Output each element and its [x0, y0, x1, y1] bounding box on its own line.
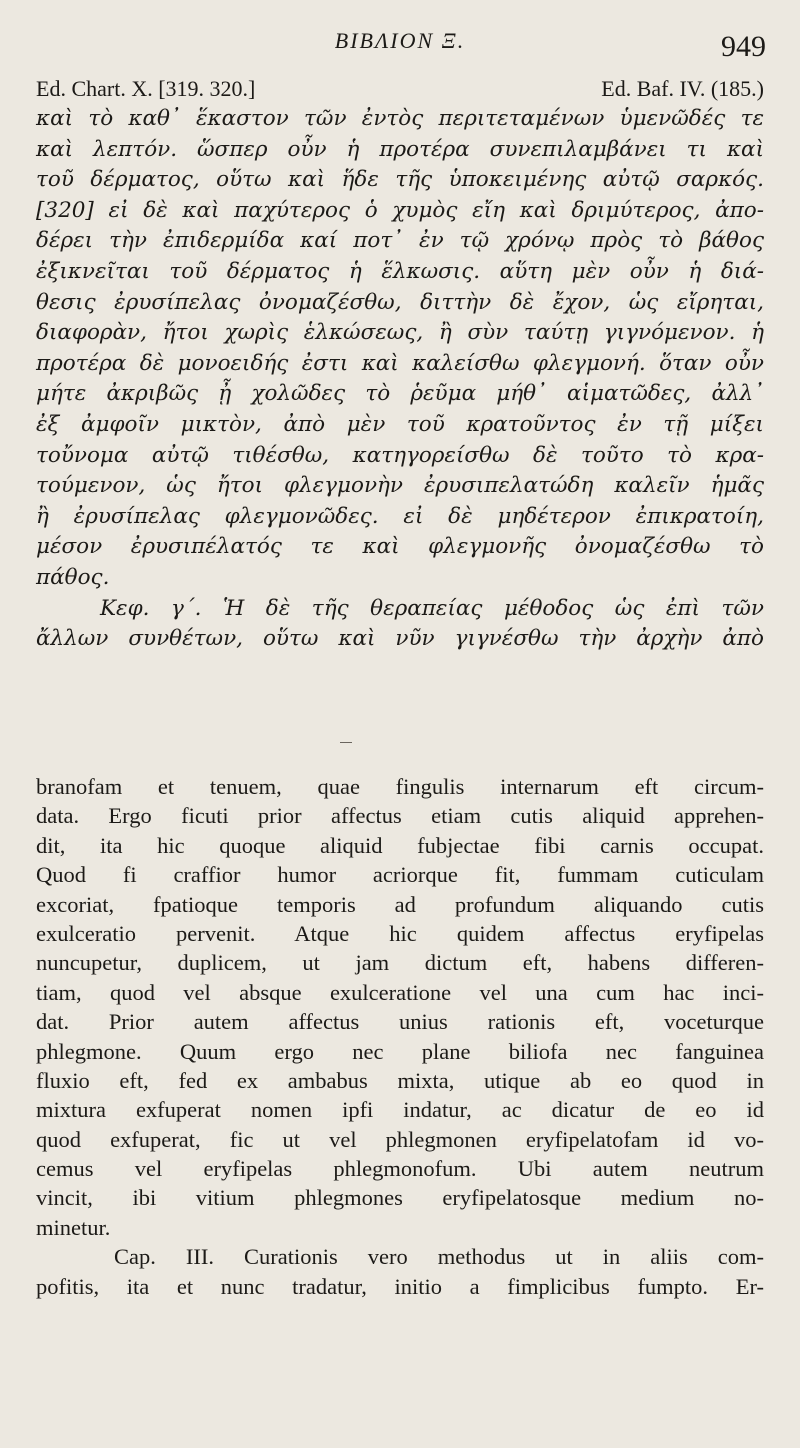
latin-line: quod exfuperat, fic ut vel phlegmonen eryfipelatofam id vo-: [36, 1126, 764, 1152]
greek-line: μήτε ἀκριβῶς ᾖ χολῶδες τὸ ῥεῦμα μήθ᾿ αἱματῶδες, ἀλλ᾿: [36, 381, 764, 407]
latin-line: exulceratio pervenit. Atque hic quidem affectus eryfipelas: [36, 920, 764, 946]
latin-line: vincit, ibi vitium phlegmones eryfipelatosque medium no-: [36, 1185, 764, 1211]
latin-line: tiam, quod vel absque exulceratione vel una cum hac inci-: [36, 979, 764, 1005]
greek-line: ἐξ ἀμφοῖν μικτὸν, ἀπὸ μὲν τοῦ κρατοῦντος ἐν τῇ μίξει: [36, 411, 764, 437]
greek-line: μέσον ἐρυσιπέλατός τε καὶ φλεγμονῆς ὀνομαζέσθω τὸ: [36, 534, 764, 560]
edition-reference-chartier: Ed. Chart. X. [319. 320.]: [36, 76, 256, 101]
greek-line: τούμενον, ὡς ἤτοι φλεγμονὴν ἐρυσιπελατώδη καλεῖν ἡμᾶς: [36, 473, 764, 499]
latin-line: dit, ita hic quoque aliquid fubjectae fibi carnis occupat.: [36, 832, 764, 858]
greek-line: θεσις ἐρυσίπελας ὀνομαζέσθω, διττὴν δὲ ἔχον, ὡς εἴρηται,: [36, 289, 764, 315]
page-number: 949: [721, 30, 766, 63]
greek-line: καὶ λεπτόν. ὥσπερ οὖν ἡ προτέρα συνεπιλαμβάνει τι καὶ: [36, 136, 764, 162]
greek-chapter-heading-line: Κεφ. γ΄. Ἡ δὲ τῆς θεραπείας μέθοδος ὡς ἐπὶ τῶν: [100, 595, 764, 621]
greek-line: διαφορὰν, ἤτοι χωρὶς ἑλκώσεως, ἢ σὺν ταύτῃ γιγνόμενον. ἡ: [36, 320, 764, 346]
latin-chapter-heading-line: Cap. III. Curationis vero methodus ut in aliis com-: [114, 1244, 764, 1270]
greek-line: ἢ ἐρυσίπελας φλεγμονῶδες. εἰ δὲ μηδέτερον ἐπικρατοίη,: [36, 503, 764, 529]
latin-line: fluxio eft, fed ex ambabus mixta, utique ab eo quod in: [36, 1067, 764, 1093]
latin-line: nuncupetur, duplicem, ut jam dictum eft, habens differen-: [36, 950, 764, 976]
latin-line: excoriat, fpatioque temporis ad profundum aliquando cutis: [36, 891, 764, 917]
latin-line: dat. Prior autem affectus unius rationis eft, voceturque: [36, 1009, 764, 1035]
greek-line: τοὔνομα αὐτῷ τιθέσθω, κατηγορείσθω δὲ τοῦτο τὸ κρα-: [36, 442, 764, 468]
greek-line: [320] εἰ δὲ καὶ παχύτερος ὁ χυμὸς εἴη καὶ δριμύτερος, ἀπο-: [36, 197, 764, 223]
greek-line: ἐξικνεῖται τοῦ δέρματος ἡ ἕλκωσις. αὕτη μὲν οὖν ἡ διά-: [36, 258, 764, 284]
latin-text-column: [36, 772, 764, 1301]
greek-line: καὶ τὸ καθ᾿ ἕκαστον τῶν ἐντὸς περιτεταμένων ὑμενῶδές τε: [36, 106, 764, 131]
latin-line: branofam et tenuem, quae fingulis internarum eft circum-: [36, 774, 764, 799]
latin-line: phlegmone. Quum ergo nec plane biliofa nec fanguinea: [36, 1038, 764, 1064]
latin-line: Quod fi craffior humor acriorque fit, fummam cuticulam: [36, 862, 764, 888]
latin-line: cemus vel eryfipelas phlegmonofum. Ubi autem neutrum: [36, 1156, 764, 1182]
latin-line: mixtura exfuperat nomen ipfi indatur, ac dicatur de eo id: [36, 1097, 764, 1123]
greek-line: τοῦ δέρματος, οὕτω καὶ ἥδε τῆς ὑποκειμένης αὐτῷ σαρκός.: [36, 167, 764, 193]
greek-paragraph-end-line: πάθος.: [36, 564, 110, 590]
greek-line: ἄλλων συνθέτων, οὕτω καὶ νῦν γιγνέσθω τὴν ἀρχὴν ἀπὸ: [36, 626, 764, 652]
column-divider-mark: [340, 742, 352, 743]
latin-paragraph-end-line: minetur.: [36, 1214, 111, 1240]
edition-reference-basel: Ed. Baf. IV. (185.): [601, 76, 764, 101]
greek-line: δέρει τὴν ἐπιδερμίδα καί ποτ᾿ ἐν τῷ χρόνῳ πρὸς τὸ βάθος: [36, 228, 764, 254]
latin-line: pofitis, ita et nunc tradatur, initio a fimplicibus fumpto. Er-: [36, 1273, 764, 1299]
greek-line: προτέρα δὲ μονοειδής ἐστι καὶ καλείσθω φλεγμονή. ὅταν οὖν: [36, 350, 764, 376]
latin-line: data. Ergo ficuti prior affectus etiam cutis aliquid apprehen-: [36, 803, 764, 829]
running-head: ΒΙΒΛΙΟΝ Ξ.: [334, 28, 466, 53]
greek-text-column: [36, 104, 764, 655]
